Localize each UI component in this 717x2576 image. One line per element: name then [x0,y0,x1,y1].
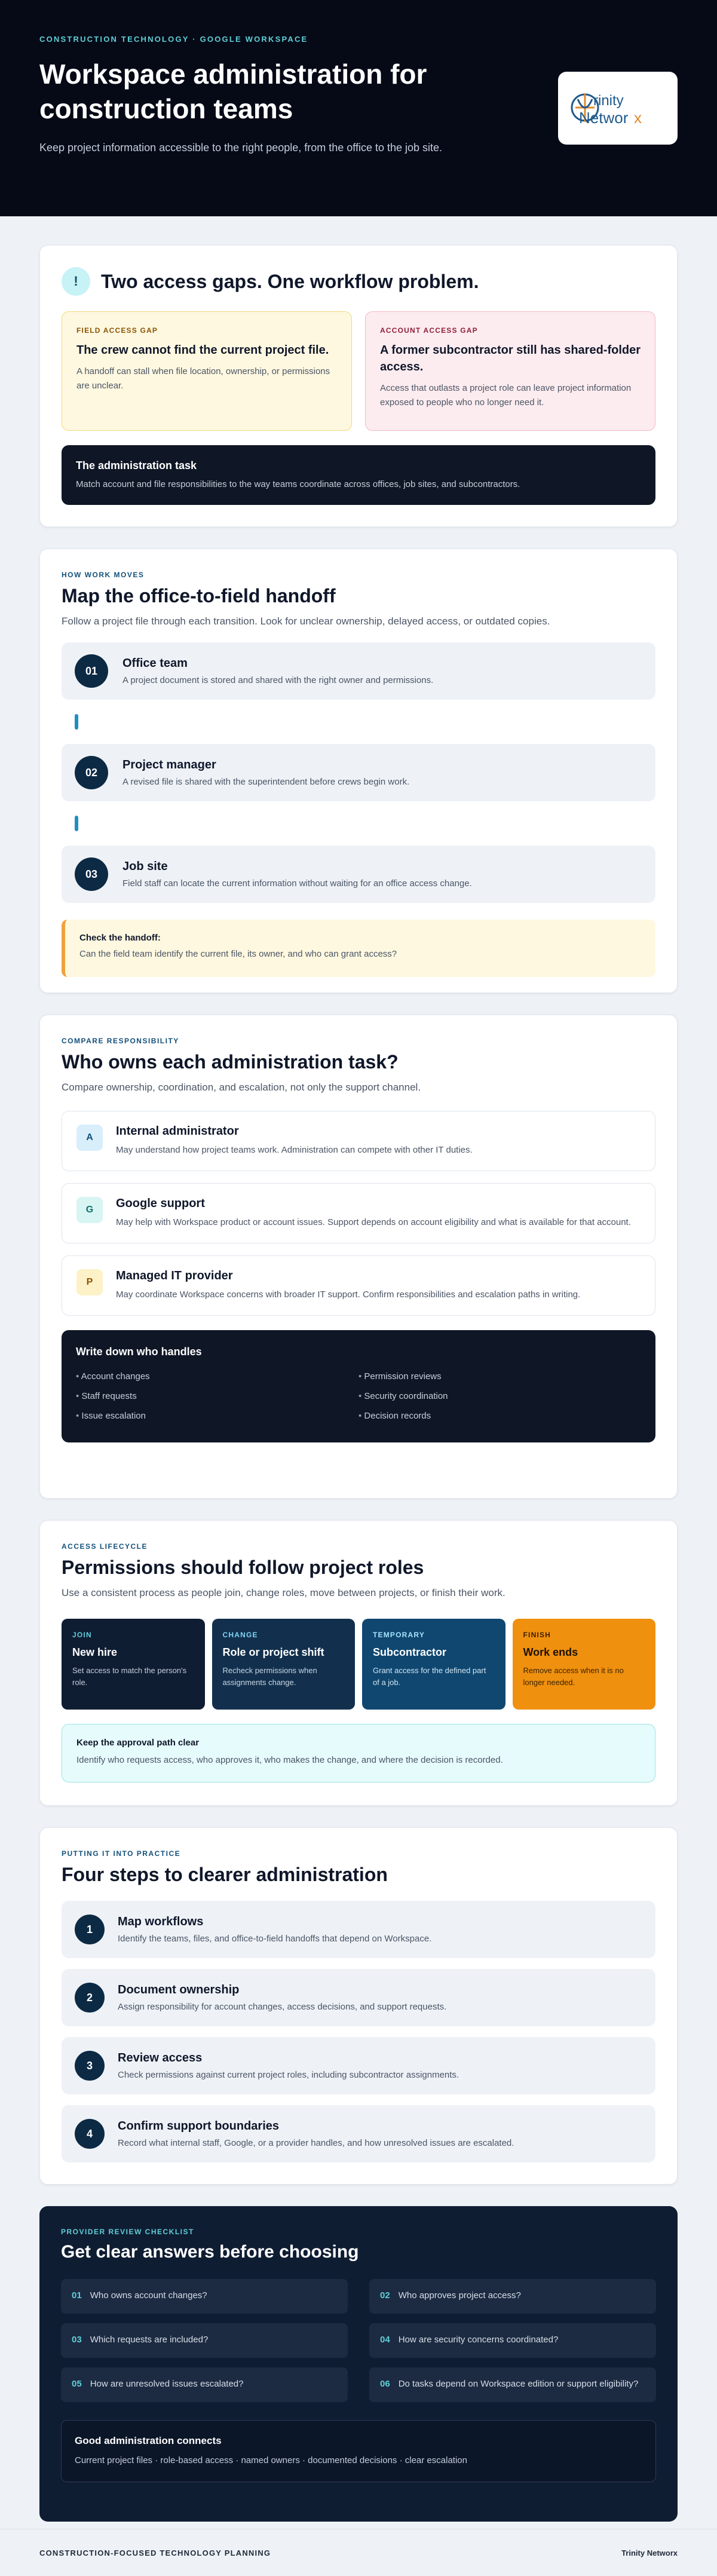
flow-step [62,846,655,903]
svg-text:rinity: rinity [593,93,624,109]
alert-icon: ! [62,267,90,296]
provider-checklist [39,2206,678,2522]
practice-step-text: Assign responsibility for account changes, access decisions, and support requests. [118,2002,447,2012]
role-badge: A [76,1125,103,1151]
hero-eyebrow: CONSTRUCTION TECHNOLOGY · GOOGLE WORKSPACE [39,35,308,44]
flow-title: Map the office-to-field handoff [62,585,336,607]
handles-item: • Decision records [358,1411,641,1421]
practice-number: 4 [75,2119,105,2149]
stage-title: New hire [72,1646,118,1658]
step-text: A project document is stored and shared with the right owner and permissions. [122,675,434,685]
question-number: 04 [380,2335,390,2345]
question-text: How are security concerns coordinated? [398,2335,559,2345]
svg-text:x: x [634,109,642,127]
field-gap-text: A handoff can stall when file location, ownership, or permissions are unclear. [76,366,330,391]
stage-title: Work ends [523,1646,578,1658]
question-text: How are unresolved issues escalated? [90,2379,244,2389]
lifecycle-title: Permissions should follow project roles [62,1557,424,1578]
stage-change [212,1619,356,1710]
question-number: 01 [72,2290,82,2301]
flow-step [62,642,655,700]
role-internal-admin [62,1111,655,1171]
role-badge: P [76,1269,103,1295]
handoff-card [39,549,678,993]
question-text: Who approves project access? [398,2290,521,2301]
page-title: Workspace administration for construction teams [39,59,427,124]
step-connector [75,714,78,730]
stage-tag: TEMPORARY [373,1631,425,1639]
checklist-question [61,2367,348,2402]
checklist-question [369,2323,656,2358]
practice-step-title: Document ownership [118,1983,240,1996]
role-title: Managed IT provider [116,1269,233,1282]
role-google-support [62,1183,655,1243]
practice-step-title: Map workflows [118,1915,204,1928]
check-text: Can the field team identify the current file, its owner, and who can grant access? [79,949,397,959]
practice-label: PUTTING IT INTO PRACTICE [62,1849,181,1858]
practice-card [39,1827,678,2185]
access-gaps-card [39,245,678,527]
stage-text: Remove access when it is no longer needed. [523,1666,624,1687]
step-text: Field staff can locate the current information without waiting for an office access change. [122,878,472,889]
gaps-title: Two access gaps. One workflow problem. [101,271,479,292]
responsibility-title: Who owns each administration task? [62,1051,399,1073]
role-title: Google support [116,1197,205,1210]
practice-step-title: Review access [118,2051,203,2065]
practice-step-text: Identify the teams, files, and office-to-field handoffs that depend on Workspace. [118,1934,432,1944]
step-connector [75,816,78,831]
field-access-gap [62,311,352,431]
approval-title: Keep the approval path clear [76,1738,200,1748]
flow-label: HOW WORK MOVES [62,571,145,579]
account-access-gap [365,311,655,431]
question-text: Which requests are included? [90,2335,209,2345]
practice-step [62,2105,655,2163]
question-number: 06 [380,2379,390,2389]
flow-lead: Follow a project file through each transition. Look for unclear ownership, delayed access, or outdated copies. [62,615,550,627]
page-footer [0,2529,717,2576]
practice-number: 1 [75,1915,105,1944]
role-managed-it [62,1255,655,1316]
role-title: Internal administrator [116,1125,239,1138]
task-text: Match account and file responsibilities to the way teams coordinate across offices, job sites, and subcontractors. [76,479,520,489]
practice-step [62,1969,655,2026]
stage-text: Recheck permissions when assignments change. [222,1666,317,1687]
stage-tag: JOIN [72,1631,92,1639]
question-text: Who owns account changes? [90,2290,207,2301]
approval-text: Identify who requests access, who approves it, who makes the change, and where the decision is recorded. [76,1755,503,1765]
question-number: 03 [72,2335,82,2345]
stage-title: Role or project shift [222,1646,324,1658]
connects-title: Good administration connects [75,2435,222,2446]
provider-label: PROVIDER REVIEW CHECKLIST [61,2228,194,2236]
step-number: 02 [75,756,108,789]
field-gap-title: The crew cannot find the current project file. [76,344,329,357]
stage-temporary [362,1619,505,1710]
handoff-check [62,920,655,977]
stage-finish [513,1619,656,1710]
stage-text: Set access to match the person's role. [72,1666,187,1687]
handles-item: • Account changes [76,1371,358,1382]
account-gap-tag: ACCOUNT ACCESS GAP [380,326,478,335]
responsibility-card [39,1015,678,1499]
stage-title: Subcontractor [373,1646,447,1658]
checklist-question [369,2367,656,2402]
responsibility-label: COMPARE RESPONSIBILITY [62,1037,179,1045]
handles-item: • Security coordination [358,1391,641,1401]
handles-item: • Issue escalation [76,1411,358,1421]
provider-title: Get clear answers before choosing [61,2242,359,2262]
question-text: Do tasks depend on Workspace edition or support eligibility? [398,2379,639,2389]
step-number: 01 [75,654,108,688]
hero-banner [0,0,717,216]
practice-step-text: Record what internal staff, Google, or a provider handles, and how unresolved issues are escalated. [118,2138,514,2148]
footer-brand: Trinity Networx [621,2548,678,2557]
checklist-question [61,2279,348,2314]
practice-number: 2 [75,1983,105,2013]
handles-item: • Staff requests [76,1391,358,1401]
stage-tag: FINISH [523,1631,551,1639]
stage-tag: CHANGE [222,1631,258,1639]
administration-task [62,445,655,505]
checklist-question [369,2279,656,2314]
role-text: May coordinate Workspace concerns with broader IT support. Confirm responsibilities and escalation paths in writing. [116,1289,581,1300]
check-title: Check the handoff: [79,933,161,943]
handles-title: Write down who handles [76,1346,202,1358]
logo-mark-icon [567,81,669,135]
role-text: May help with Workspace product or account issues. Support depends on account eligibility and what is available for that account. [116,1217,631,1227]
flow-step [62,744,655,801]
role-text: May understand how project teams work. Administration can compete with other IT duties. [116,1145,473,1155]
question-number: 05 [72,2379,82,2389]
practice-step [62,1901,655,1958]
step-title: Office team [122,657,188,670]
approval-path [62,1724,655,1782]
practice-step-title: Confirm support boundaries [118,2119,279,2133]
account-gap-title: A former subcontractor still has shared-folder access. [380,344,641,373]
account-gap-text: Access that outlasts a project role can leave project information exposed to people who no longer need it. [380,383,632,408]
stage-join [62,1619,205,1710]
good-administration [61,2420,656,2482]
stage-text: Grant access for the defined part of a job. [373,1666,486,1687]
step-text: A revised file is shared with the superintendent before crews begin work. [122,777,410,787]
step-title: Job site [122,860,168,873]
step-title: Project manager [122,758,216,771]
role-badge: G [76,1197,103,1223]
practice-number: 3 [75,2051,105,2081]
practice-step-text: Check permissions against current project roles, including subcontractor assignments. [118,2070,459,2080]
svg-text:Networ: Networ [579,109,629,127]
task-title: The administration task [76,460,197,471]
handles-item: • Permission reviews [358,1371,641,1382]
responsibility-lead: Compare ownership, coordination, and escalation, not only the support channel. [62,1082,421,1093]
practice-title: Four steps to clearer administration [62,1864,388,1885]
checklist-question [61,2323,348,2358]
lifecycle-card [39,1520,678,1806]
lifecycle-lead: Use a consistent process as people join, change roles, move between projects, or finish their work. [62,1587,505,1598]
field-gap-tag: FIELD ACCESS GAP [76,326,158,335]
hero-subtitle: Keep project information accessible to the right people, from the office to the job site. [39,142,443,154]
lifecycle-label: ACCESS LIFECYCLE [62,1542,148,1551]
footer-left: CONSTRUCTION-FOCUSED TECHNOLOGY PLANNING [39,2548,271,2557]
question-number: 02 [380,2290,390,2301]
step-number: 03 [75,857,108,891]
write-down-handles [62,1330,655,1442]
connects-text: Current project files · role-based access · named owners · documented decisions · clear escalation [75,2455,467,2465]
trinity-networx-logo [558,72,678,145]
practice-step [62,2037,655,2094]
